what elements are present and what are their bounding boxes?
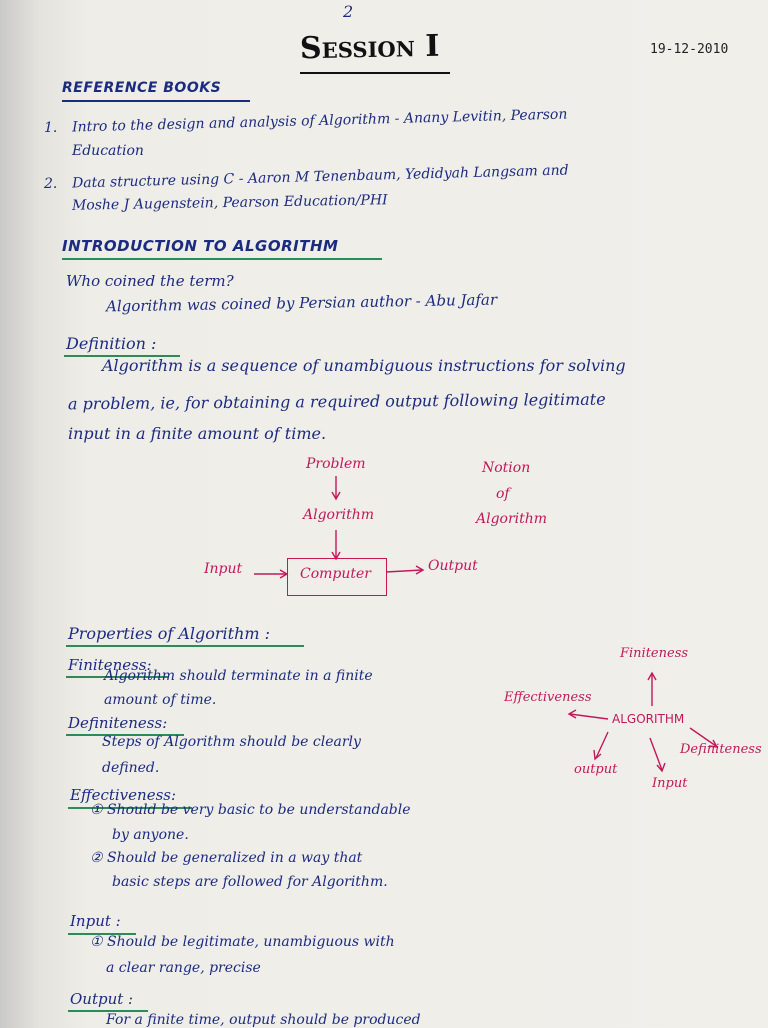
effectiveness-heading: Effectiveness: xyxy=(70,786,177,804)
diagram-algorithm-label: Algorithm xyxy=(303,507,375,523)
definition-line-1: Algorithm is a sequence of unambiguous instructions for solving xyxy=(102,356,626,375)
ref-2-line1: Data structure using C - Aaron M Tenenbaum, Yedidyah Langsam and xyxy=(71,162,569,192)
diagram-output-label: Output xyxy=(428,558,478,574)
output-heading: Output : xyxy=(70,990,134,1008)
definition-line-3: input in a finite amount of time. xyxy=(68,424,327,443)
definiteness-line-1: Steps of Algorithm should be clearly xyxy=(102,734,361,750)
prop-diagram-effectiveness: Effectiveness xyxy=(504,690,592,705)
prop-diagram-input: Input xyxy=(652,776,688,791)
output-line-1: For a finite time, output should be produced xyxy=(106,1012,421,1028)
input-line-1: ① Should be legitimate, unambiguous with xyxy=(90,934,395,950)
definition-line-2: a problem, ie, for obtaining a required output following legitimate xyxy=(67,389,606,414)
intro-answer: Algorithm was coined by Persian author - Abu Jafar xyxy=(105,290,498,316)
prop-diagram-finiteness: Finiteness xyxy=(620,646,689,661)
definition-heading: Definition : xyxy=(66,334,157,353)
definiteness-line-2: defined. xyxy=(102,760,160,776)
prop-diagram-definiteness: Definiteness xyxy=(680,742,762,757)
ref-1-num: 1. xyxy=(44,120,58,136)
properties-underline xyxy=(66,645,304,647)
reference-books-heading: REFERENCE BOOKS xyxy=(62,80,222,96)
ref-1-line2: Education xyxy=(72,143,144,159)
definiteness-heading: Definiteness: xyxy=(68,714,168,732)
intro-question: Who coined the term? xyxy=(66,272,234,290)
notion-label-1: Notion xyxy=(482,460,531,476)
ref-2-line2: Moshe J Augenstein, Pearson Education/PHI xyxy=(71,192,388,214)
properties-heading: Properties of Algorithm : xyxy=(68,624,271,643)
effectiveness-line-3: ② Should be generalized in a way that xyxy=(90,850,363,866)
input-heading: Input : xyxy=(70,912,121,930)
page-title: Session I xyxy=(299,28,440,67)
date: 19-12-2010 xyxy=(650,42,729,57)
diagram-input-label: Input xyxy=(204,561,243,577)
page-number: 2 xyxy=(343,2,354,21)
finiteness-line-1: Algorithm should terminate in a finite xyxy=(104,668,373,684)
ref-2-num: 2. xyxy=(44,176,58,192)
diagram-problem-label: Problem xyxy=(306,456,366,472)
finiteness-heading: Finiteness: xyxy=(68,656,152,674)
notion-label-2: of xyxy=(496,486,510,502)
prop-diagram-center: ALGORITHM xyxy=(612,712,685,726)
notion-label-3: Algorithm xyxy=(476,511,548,527)
ref-1-line1: Intro to the design and analysis of Algorithm - Anany Levitin, Pearson xyxy=(71,106,568,136)
finiteness-line-2: amount of time. xyxy=(104,692,217,708)
effectiveness-line-1: ① Should be very basic to be understandable xyxy=(90,802,411,818)
prop-diagram-output: output xyxy=(574,762,618,777)
diagram-computer-label: Computer xyxy=(300,566,371,582)
input-line-2: a clear range, precise xyxy=(106,960,261,976)
effectiveness-line-4: basic steps are followed for Algorithm. xyxy=(112,874,388,890)
effectiveness-line-2: by anyone. xyxy=(112,827,189,843)
intro-heading: INTRODUCTION TO ALGORITHM xyxy=(62,237,339,255)
